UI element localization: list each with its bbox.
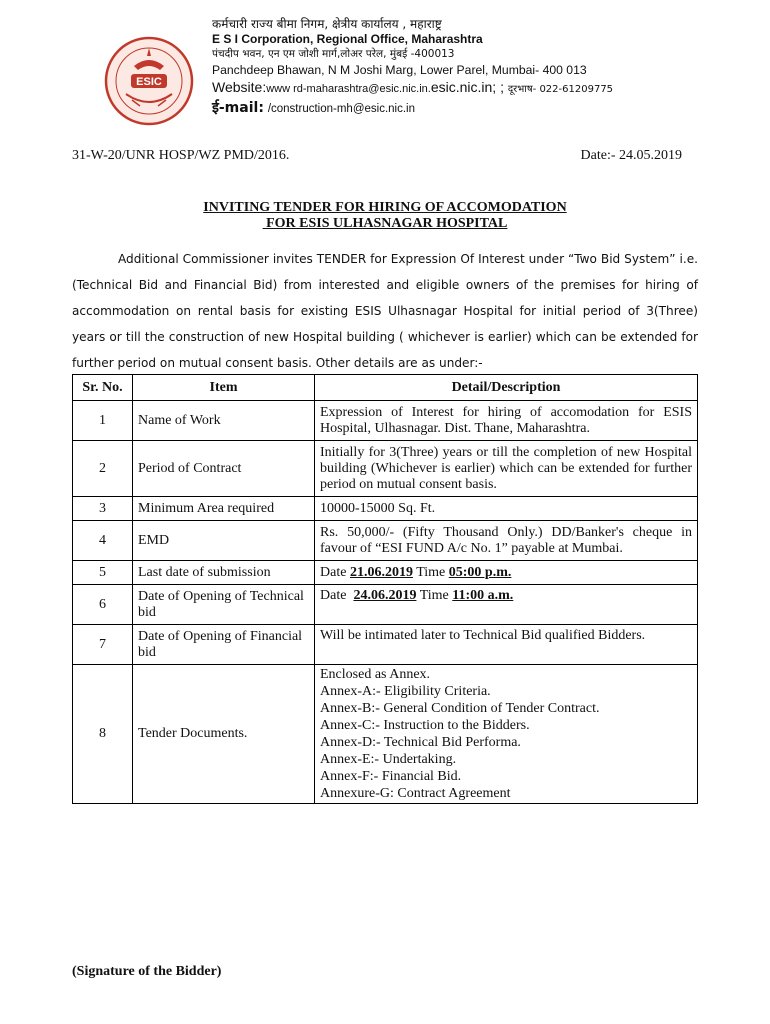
table-row — [73, 521, 698, 561]
reference-number: 31-W-20/UNR HOSP/WZ PMD/2016. — [72, 148, 290, 163]
annex-line: Annex-D:- Technical Bid Performa. — [320, 735, 521, 750]
org-name: E S I Corporation, Regional Office, Maharashtra — [212, 32, 483, 46]
row-item: Last date of submission — [133, 561, 315, 585]
row-sr: 6 — [73, 585, 133, 625]
submission-date: 21.06.2019 — [349, 564, 413, 580]
row-detail: Rs. 50,000/- (Fifty Thousand Only.) DD/Banker's cheque in favour of “ESI FUND A/c No. 1” payable at Mumbai. — [315, 521, 698, 561]
email-label: ई-mail: — [212, 100, 264, 116]
letter-date: Date:- 24.05.2019 — [580, 148, 682, 163]
row-detail: 10000-15000 Sq. Ft. — [315, 497, 698, 521]
row-sr: 1 — [73, 401, 133, 441]
date-label: Date — [320, 564, 347, 580]
time-label: Time — [419, 588, 449, 603]
table-row — [73, 401, 698, 441]
table-row — [73, 665, 698, 804]
row-item: EMD — [133, 521, 315, 561]
annex-line: Annex-B:- General Condition of Tender Contract. — [320, 701, 600, 716]
email-line — [212, 98, 613, 118]
row-sr: 3 — [73, 497, 133, 521]
row-detail: Expression of Interest for hiring of accomodation for ESIS Hospital, Ulhasnagar. Dist. Thane, Maharashtra. — [315, 401, 698, 441]
row-item: Tender Documents. — [133, 665, 315, 804]
website-line — [212, 79, 613, 98]
table-row — [73, 441, 698, 497]
document-title — [72, 200, 698, 232]
website-separator: ; — [500, 79, 504, 95]
table-row — [73, 585, 698, 625]
website-label: Website: — [212, 79, 267, 95]
intro-paragraph: Additional Commissioner invites TENDER for Expression Of Interest under “Two Bid System” i.e. (Technical Bid and Financial Bid) from interested and eligible owners of the premises for hiring of accommodation on rental basis for existing ESIS Ulhasnagar Hospital for initial period of 3(Three) years or till the construction of new Hospital building ( whichever is earlier) which can be extended for further period on mutual consent basis. Other details are as under:- — [72, 252, 698, 370]
row-item: Date of Opening of Financial bid — [133, 625, 315, 665]
esic-logo — [104, 36, 194, 126]
table-row — [73, 497, 698, 521]
row-sr: 2 — [73, 441, 133, 497]
bidder-signature: (Signature of the Bidder) — [72, 964, 222, 979]
row-sr: 8 — [73, 665, 133, 804]
row-item: Name of Work — [133, 401, 315, 441]
annex-line: Annex-C:- Instruction to the Bidders. — [320, 718, 530, 733]
technical-opening-time: 11:00 a.m. — [452, 588, 514, 603]
row-detail — [315, 665, 698, 804]
letterhead — [212, 16, 613, 118]
row-sr: 4 — [73, 521, 133, 561]
row-item: Date of Opening of Technical bid — [133, 585, 315, 625]
email-address: /construction-mh@esic.nic.in — [267, 103, 415, 115]
time-label: Time — [416, 564, 446, 580]
website-domain: esic.nic.in; — [430, 79, 497, 95]
table-row — [73, 561, 698, 585]
tender-details-table — [72, 374, 698, 804]
row-detail — [315, 585, 698, 625]
title-line-1: INVITING TENDER FOR HIRING OF ACCOMODATION — [203, 200, 567, 215]
row-detail — [315, 561, 698, 585]
row-detail: Will be intimated later to Technical Bid qualified Bidders. — [315, 625, 698, 665]
technical-opening-date: 24.06.2019 — [353, 588, 417, 603]
annex-line: Annexure-G: Contract Agreement — [320, 786, 511, 801]
row-item: Minimum Area required — [133, 497, 315, 521]
website-value: www rd-maharashtra@esic.nic.in. — [266, 83, 431, 95]
table-row — [73, 625, 698, 665]
submission-time: 05:00 p.m. — [448, 564, 512, 580]
row-sr: 5 — [73, 561, 133, 585]
annex-line: Enclosed as Annex. — [320, 667, 431, 682]
title-line-2: FOR ESIS ULHASNAGAR HOSPITAL — [262, 216, 508, 231]
annex-line: Annex-E:- Undertaking. — [320, 752, 457, 767]
header-item: Item — [133, 375, 315, 401]
header-sr-no: Sr. No. — [73, 375, 133, 401]
annex-line: Annex-F:- Financial Bid. — [320, 769, 462, 784]
table-header-row — [73, 375, 698, 401]
row-detail: Initially for 3(Three) years or till the completion of new Hospital building (Whichever is earlier) which can be extended for further period on mutual consent basis. — [315, 441, 698, 497]
phone-number: दूरभाष- 022-61209775 — [507, 84, 614, 95]
annex-line: Annex-A:- Eligibility Criteria. — [320, 684, 491, 699]
hindi-org-name: कर्मचारी राज्य बीमा निगम, क्षेत्रीय कार्यालय , महाराष्ट्र — [212, 17, 442, 31]
hindi-address: पंचदीप भवन, एन एम जोशी मार्ग,लोअर परेल, मुंबई -400013 — [212, 48, 455, 60]
header-detail: Detail/Description — [315, 375, 698, 401]
address: Panchdeep Bhawan, N M Joshi Marg, Lower Parel, Mumbai- 400 013 — [212, 63, 587, 77]
date-label: Date — [320, 588, 347, 603]
logo-text: ESIC — [136, 76, 162, 88]
row-sr: 7 — [73, 625, 133, 665]
row-item: Period of Contract — [133, 441, 315, 497]
